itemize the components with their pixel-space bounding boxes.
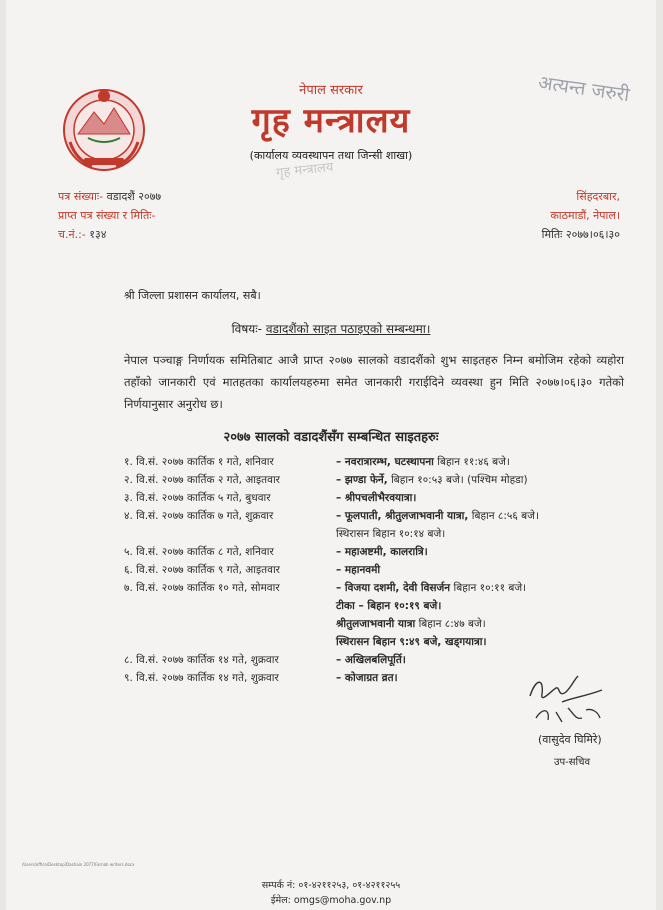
list-item-continuation: टीका – बिहान १०:१९ बजे। bbox=[336, 600, 442, 612]
list-item-continuation: स्थिरासन बिहान ९:४९ बजे, खड्गयात्रा। bbox=[336, 636, 487, 648]
list-item: ८. वि.सं. २०७७ कार्तिक १४ गते, शुक्रवार – अखिलबलिपूर्ति। bbox=[124, 654, 406, 666]
address-line-1: सिंहदरबार, bbox=[576, 190, 620, 203]
signer-title: उप-सचिव bbox=[554, 757, 591, 768]
urgent-stamp: अत्यन्त जरुरी bbox=[536, 71, 631, 107]
list-item-continuation: स्थिरासन बिहान १०:१४ बजे। bbox=[336, 528, 446, 540]
list-item: ५. वि.सं. २०७७ कार्तिक ८ गते, शनिवार – महाअष्टमी, कालरात्रि। bbox=[124, 546, 428, 558]
government-name: नेपाल सरकार bbox=[299, 83, 363, 98]
subject-label: विषयः- bbox=[231, 322, 262, 336]
watermark: गृह मन्त्रालय bbox=[275, 160, 335, 181]
contact-phone: सम्पर्क नं: ०१-४२११२५३, ०१-४२११२५५ bbox=[261, 880, 401, 891]
list-title: २०७७ सालको वडादशैंसँग सम्बन्धित साइतहरुः bbox=[223, 430, 439, 445]
body-paragraph: नेपाल पञ्चाङ्ग निर्णायक समितिबाट आजै प्राप्त २०७७ सालको वडादशैंको शुभ साइतहरु निम्न बमोजिम रहेको व्यहोरा तहाँको जानकारी एवं मातहतका कार्यालयहरुमा समेत जानकारी गराईदिने व्यवस्था हुन मिति २०७७।०६।३० गतेको निर्णयानुसार अनुरोध छ। bbox=[124, 353, 624, 411]
list-item: ९. वि.सं. २०७७ कार्तिक १४ गते, शुक्रवार – कोजाग्रत व्रत। bbox=[124, 672, 398, 684]
letter-number: पत्र संख्याः- वडादशैं २०७७ bbox=[58, 190, 162, 203]
list-item: २. वि.सं. २०७७ कार्तिक २ गते, आइतवार – झण्डा फेर्ने, बिहान १०:५३ बजे। (पश्चिम मोहडा) bbox=[124, 474, 528, 486]
department-name: (कार्यालय व्यवस्थापन तथा जिन्सी शाखा) bbox=[249, 149, 413, 162]
subject-line bbox=[6, 320, 656, 337]
file-path: /Users/office/Desktop/Dashain 2077/Farnah writers.docx bbox=[22, 862, 135, 867]
footer bbox=[6, 878, 656, 908]
letter-date: मितिः २०७७।०६।३० bbox=[541, 228, 620, 241]
letter-page bbox=[6, 0, 656, 910]
list-item: ४. वि.सं. २०७७ कार्तिक ७ गते, शुक्रवार – फूलपाती, श्रीतुलजाभवानी यात्रा, बिहान ८:५६ बजे। bbox=[124, 510, 539, 522]
list-item: ७. वि.सं. २०७७ कार्तिक १० गते, सोमवार – विजया दशमी, देवी विसर्जन बिहान १०:११ बजे। bbox=[124, 582, 527, 594]
address-line-2: काठमाडौं, नेपाल। bbox=[550, 209, 620, 222]
dispatch-number: च.नं.:- १३४ bbox=[58, 228, 107, 241]
signer-name: (वासुदेव घिमिरे) bbox=[538, 733, 602, 746]
contact-email: ईमेल: omgs@moha.gov.np bbox=[270, 895, 392, 906]
address-block bbox=[542, 187, 620, 244]
addressee: श्री जिल्ला प्रशासन कार्यालय, सबै। bbox=[124, 289, 261, 302]
list-item-continuation: श्रीतुलजाभवानी यात्रा बिहान ८:४७ बजे। bbox=[336, 618, 486, 630]
ministry-name: गृह मन्त्रालय bbox=[251, 101, 411, 141]
list-item: ६. वि.सं. २०७७ कार्तिक ९ गते, आइतवार – महानवमी bbox=[124, 564, 381, 576]
auspicious-times-list bbox=[124, 455, 634, 689]
handwritten-signature bbox=[522, 668, 612, 728]
subject-text: वडादशैंको साइत पठाइएको सम्बन्धमा। bbox=[265, 322, 431, 336]
list-item: १. वि.सं. २०७७ कार्तिक १ गते, शनिवार – नवरात्रारम्भ, घटस्थापना बिहान ११:४६ बजे। bbox=[124, 456, 510, 468]
list-item: ३. वि.सं. २०७७ कार्तिक ५ गते, बुधवार – श्रीपचलीभैरवयात्रा। bbox=[124, 492, 417, 504]
received-letter-info: प्राप्त पत्र संख्या र मितिः- bbox=[58, 209, 156, 222]
reference-block bbox=[58, 187, 161, 244]
